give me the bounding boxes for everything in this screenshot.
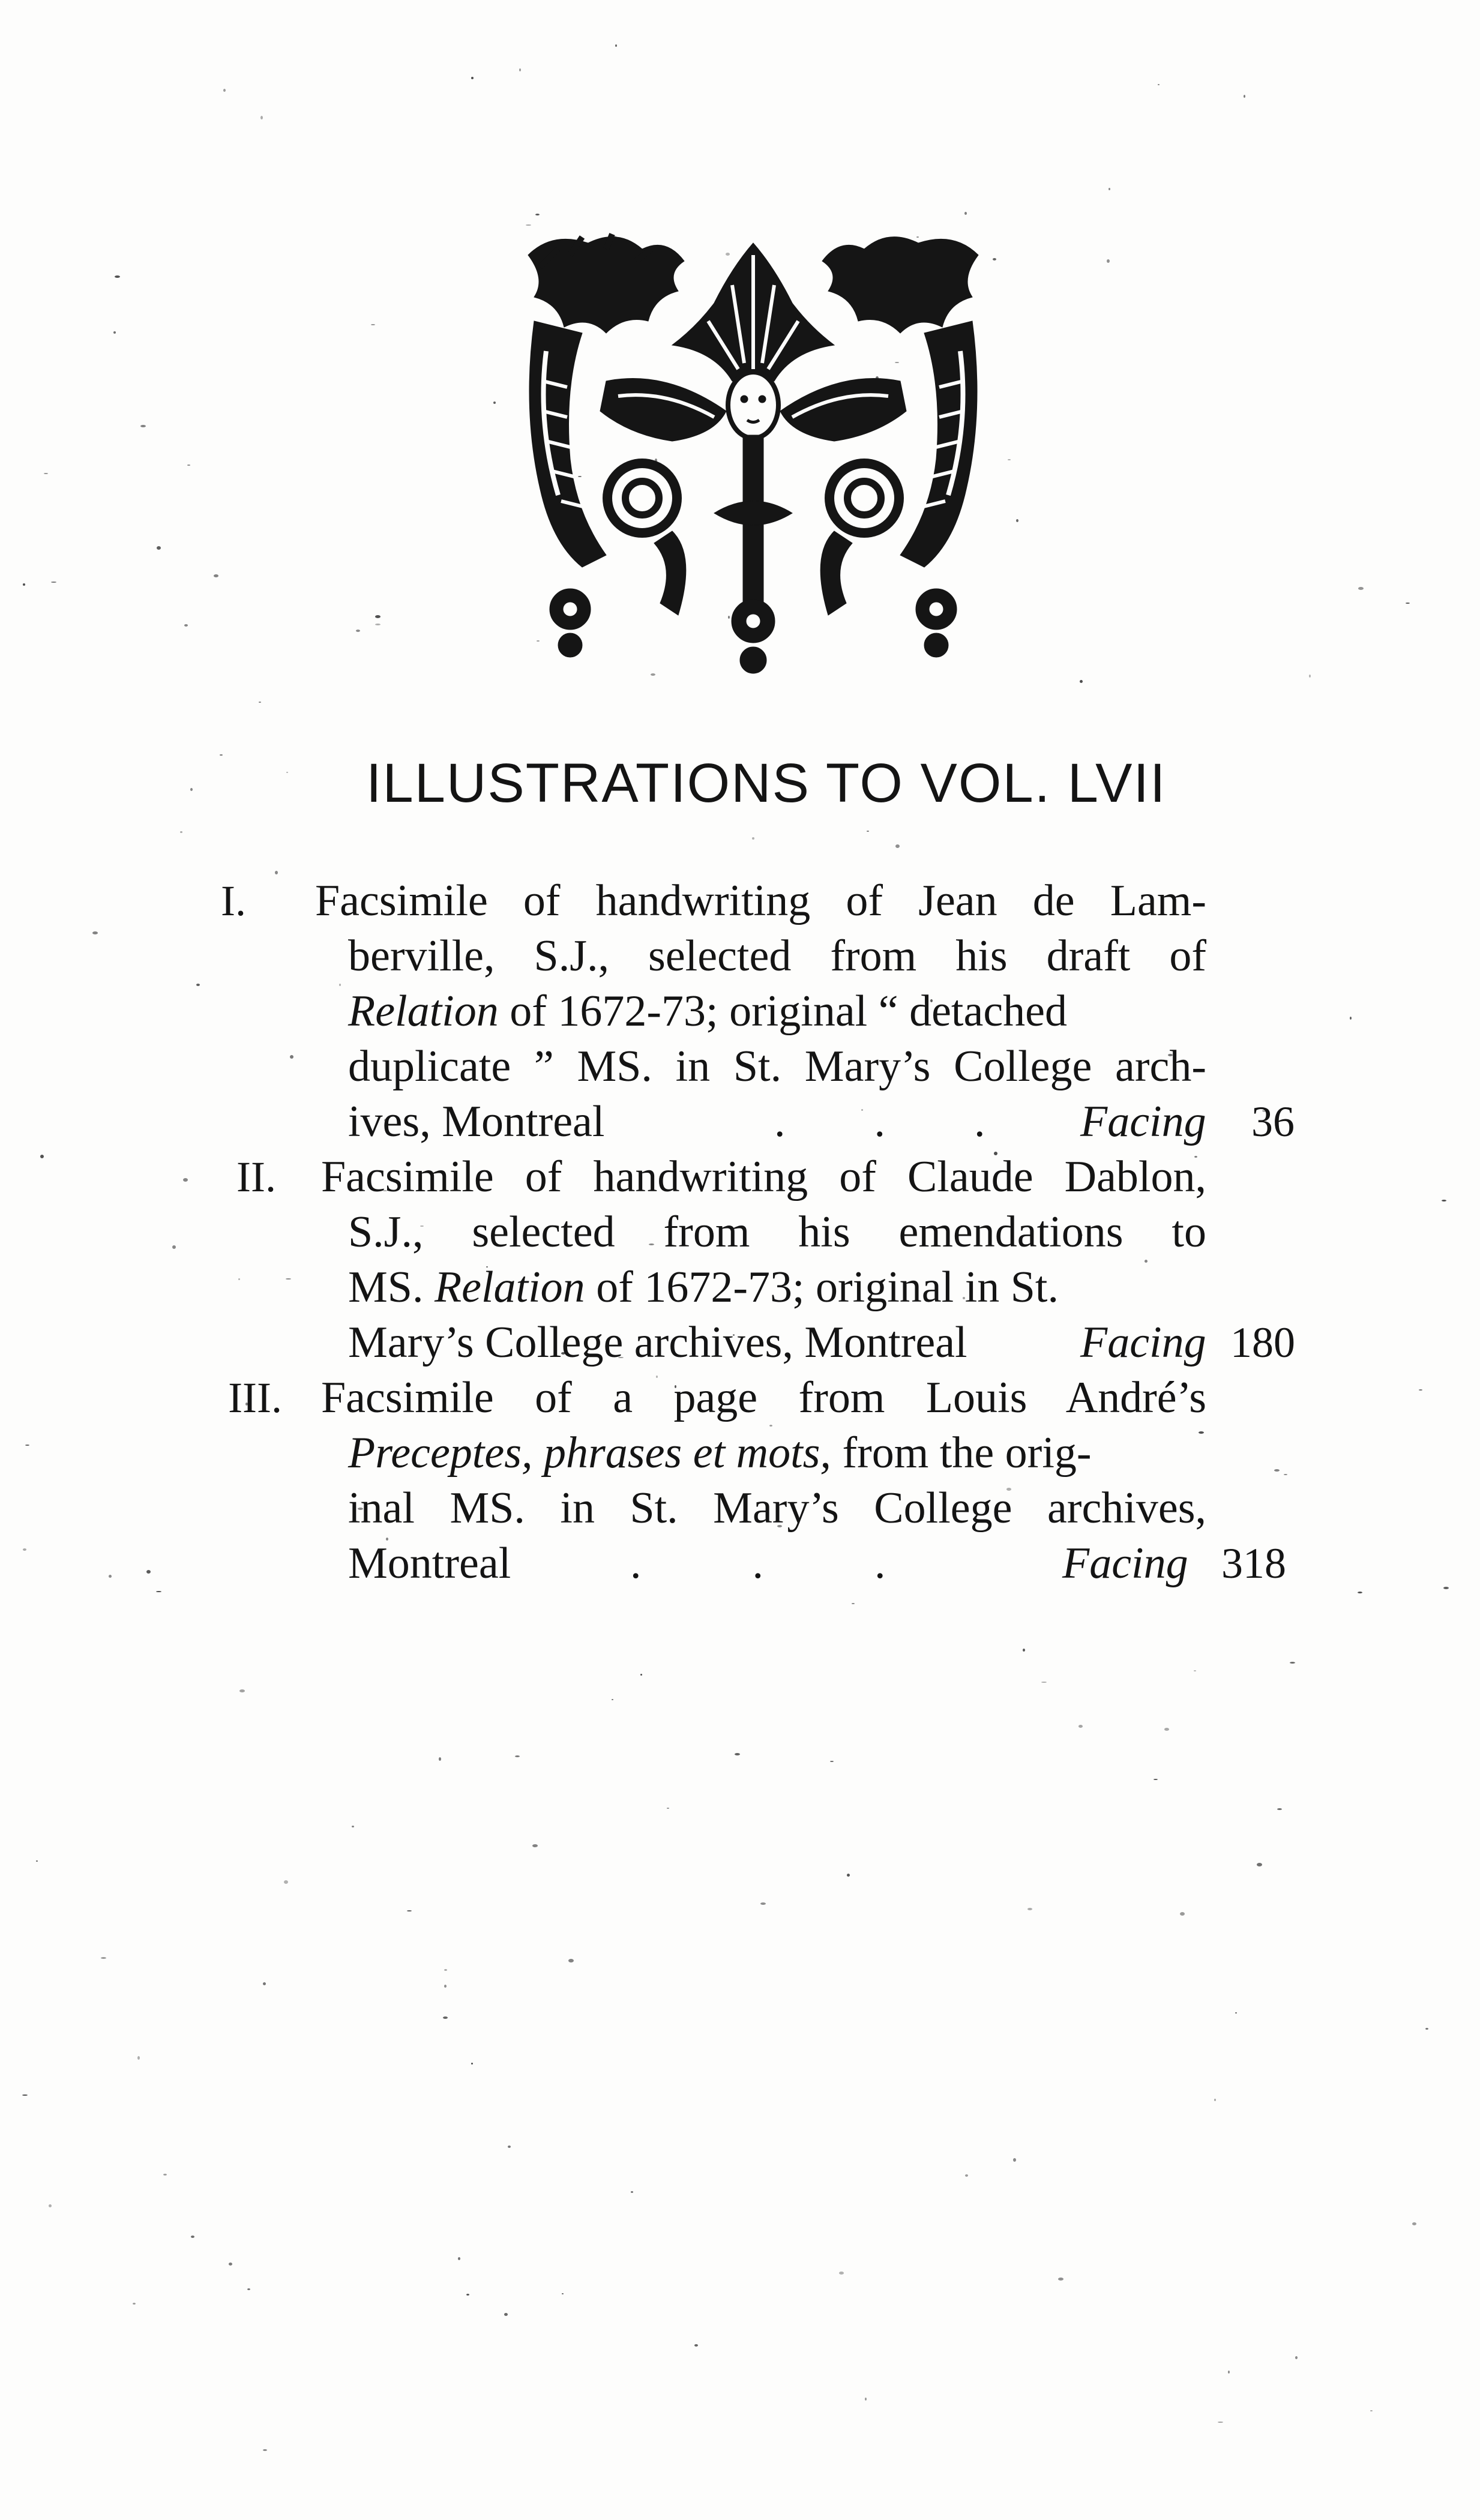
scan-speck: [965, 2174, 968, 2177]
scan-speck: [852, 1603, 855, 1604]
leader-dots: . . .: [630, 1539, 886, 1588]
scan-speck: [1228, 2371, 1230, 2374]
scan-speck: [263, 2449, 267, 2451]
scan-speck: [196, 984, 200, 986]
relation-title: Relation: [348, 987, 499, 1036]
page-number: 318: [1221, 1539, 1286, 1587]
scan-speck: [535, 214, 540, 215]
scan-speck: [466, 2294, 469, 2296]
relation-title: Relation: [434, 1263, 585, 1312]
scan-speck: [146, 1570, 151, 1574]
scan-speck: [375, 615, 381, 618]
scan-speck: [1058, 2278, 1063, 2281]
scan-speck: [184, 624, 188, 627]
scan-speck: [1419, 1389, 1422, 1391]
scan-speck: [286, 772, 288, 773]
scan-speck: [247, 2288, 250, 2290]
scan-speck: [1295, 2356, 1298, 2359]
scan-speck: [187, 465, 190, 466]
scan-speck: [1284, 1474, 1287, 1475]
scan-speck: [25, 1445, 29, 1446]
scan-speck: [263, 1982, 266, 1985]
scan-speck: [180, 831, 182, 833]
scan-speck: [444, 1985, 447, 1988]
scan-speck: [238, 1278, 240, 1280]
page-number: 180: [1230, 1319, 1295, 1367]
scan-speck: [735, 1753, 740, 1755]
page-title: ILLUSTRATIONS TO VOL. LVII: [366, 753, 1167, 814]
preceptes-title: Preceptes, phrases et mots,: [348, 1428, 831, 1478]
facing-label: Facing: [1062, 1539, 1188, 1588]
scan-speck: [1013, 2158, 1016, 2162]
entry-line-text: of 1672-73; original in St.: [596, 1263, 1059, 1312]
scan-speck: [1027, 1908, 1032, 1910]
scan-speck: [439, 1757, 441, 1761]
entry-numeral: III.: [228, 1374, 282, 1422]
entry-line: Facsimile of handwriting of Claude Dablon,: [321, 1152, 1206, 1201]
scan-speck: [526, 224, 531, 226]
entry-numeral: II.: [236, 1153, 276, 1201]
scan-speck: [562, 2293, 564, 2294]
entry-line-text: of 1672-73; original “ detached: [510, 987, 1068, 1036]
scan-speck: [356, 630, 360, 632]
entry-line: Facsimile of a page from Louis André’s: [321, 1373, 1206, 1422]
scan-speck: [631, 2191, 633, 2193]
scan-speck: [157, 546, 161, 550]
scan-speck: [615, 44, 617, 47]
scan-speck: [140, 425, 146, 427]
scan-speck: [1041, 1682, 1047, 1683]
scan-speck: [1412, 2222, 1416, 2225]
scan-speck: [339, 984, 341, 986]
scan-speck: [214, 574, 218, 577]
entry-line: berville, S.J., selected from his draft of: [348, 931, 1206, 981]
scan-speck: [515, 1755, 520, 1757]
scan-speck: [1080, 680, 1083, 683]
entry-line: Facsimile of handwriting of Jean de Lam-: [315, 876, 1206, 925]
scan-speck: [532, 1844, 538, 1847]
scan-speck: [229, 2263, 232, 2266]
scan-speck: [1277, 1808, 1282, 1810]
scan-speck: [22, 2094, 28, 2096]
facing-label: Facing: [1080, 1097, 1206, 1146]
scan-speck: [352, 1826, 354, 1827]
scan-speck: [1008, 459, 1011, 460]
scan-speck: [458, 2257, 460, 2260]
page-number: 36: [1251, 1098, 1295, 1146]
scan-speck: [1214, 2099, 1216, 2101]
scan-speck: [40, 1155, 44, 1158]
entry-line-text: from the orig-: [842, 1428, 1092, 1478]
scan-speck: [23, 583, 25, 586]
scan-speck: [1199, 1431, 1204, 1434]
scan-speck: [113, 331, 116, 334]
scan-speck: [290, 1055, 293, 1059]
scan-speck: [640, 1674, 642, 1676]
scan-speck: [993, 258, 996, 260]
scan-speck: [1235, 2012, 1237, 2013]
scan-speck: [1158, 84, 1160, 85]
scan-speck: [23, 1548, 26, 1551]
scan-speck: [504, 2313, 508, 2316]
scan-speck: [220, 754, 223, 756]
scan-speck: [612, 1699, 613, 1700]
scan-speck: [1358, 587, 1364, 590]
scan-speck: [1406, 603, 1410, 604]
entry-line: ives, Montreal: [348, 1097, 605, 1146]
scan-speck: [156, 1591, 161, 1592]
leader-dots: . . .: [774, 1097, 985, 1146]
scan-speck: [284, 1880, 288, 1884]
scan-speck: [49, 2204, 52, 2207]
floral-headpiece-ornament-icon: [516, 231, 990, 678]
entry-line: [348, 984, 1067, 1039]
entry-line: inal MS. in St. Mary’s College archives,: [348, 1484, 1206, 1533]
scan-speck: [867, 831, 869, 832]
scan-speck: [1180, 1912, 1185, 1916]
scan-speck: [694, 2344, 698, 2347]
entry-line: Montreal: [348, 1539, 511, 1588]
scan-speck: [493, 401, 496, 404]
scan-speck: [1145, 1260, 1148, 1263]
scan-speck: [51, 582, 56, 583]
scan-speck: [568, 1959, 574, 1962]
scan-speck: [1016, 519, 1018, 522]
scan-speck: [443, 2016, 448, 2019]
scan-speck: [375, 624, 381, 625]
scan-speck: [667, 1808, 669, 1809]
scan-speck: [1164, 1728, 1169, 1731]
scan-speck: [109, 1575, 112, 1578]
scan-speck: [1309, 675, 1311, 678]
scan-speck: [1107, 259, 1110, 263]
scan-speck: [259, 702, 261, 703]
scan-speck: [137, 2056, 140, 2060]
scan-speck: [1108, 188, 1110, 190]
scan-speck: [847, 1874, 850, 1877]
scan-speck: [1244, 95, 1245, 98]
scan-speck: [1194, 1670, 1196, 1671]
scan-speck: [1218, 2422, 1223, 2423]
scan-speck: [36, 1860, 38, 1862]
scan-speck: [752, 837, 754, 840]
scan-speck: [239, 1689, 245, 1692]
scan-speck: [444, 1969, 447, 1971]
scan-speck: [44, 473, 48, 474]
scan-speck: [1023, 1649, 1025, 1652]
entry-line: [348, 1260, 1059, 1315]
scan-speck: [839, 2272, 844, 2275]
scan-speck: [133, 2303, 136, 2305]
entry-line-text: MS.: [348, 1263, 424, 1312]
entry-line: duplicate ” MS. in St. Mary’s College arch-: [348, 1042, 1206, 1091]
scan-speck: [260, 116, 263, 119]
scan-speck: [371, 324, 375, 325]
scan-speck: [92, 931, 98, 934]
scan-speck: [508, 2146, 511, 2148]
scan-speck: [1358, 1592, 1362, 1593]
scan-speck: [1154, 1779, 1158, 1780]
scan-speck: [830, 1761, 834, 1762]
scan-speck: [1350, 1017, 1352, 1020]
scan-speck: [1290, 1662, 1295, 1664]
scan-speck: [1442, 1200, 1446, 1201]
scan-speck: [286, 1278, 291, 1280]
scan-speck: [101, 1957, 106, 1959]
scan-speck: [865, 2398, 867, 2401]
scan-speck: [1443, 1587, 1449, 1589]
scan-speck: [895, 844, 900, 848]
scan-speck: [471, 77, 474, 79]
scan-speck: [760, 1902, 766, 1905]
scan-speck: [223, 89, 226, 92]
scan-speck: [407, 1910, 412, 1911]
scan-speck: [163, 2174, 167, 2176]
scan-speck: [172, 1245, 176, 1249]
scan-speck: [964, 212, 967, 215]
scan-speck: [1274, 1469, 1280, 1472]
scan-speck: [471, 2063, 473, 2064]
entry-line: Mary’s College archives, Montreal: [348, 1318, 967, 1367]
scan-speck: [115, 275, 120, 278]
entry-numeral: I.: [221, 877, 246, 925]
scan-speck: [1425, 2028, 1428, 2030]
scan-speck: [190, 788, 193, 791]
scan-speck: [519, 68, 521, 71]
scan-speck: [1257, 1863, 1262, 1866]
scan-speck: [275, 871, 278, 874]
scan-speck: [1078, 1725, 1083, 1728]
facing-label: Facing: [1080, 1318, 1206, 1367]
entry-line: [348, 1425, 1092, 1481]
entry-line: S.J., selected from his emendations to: [348, 1207, 1206, 1257]
scan-speck: [1370, 2410, 1373, 2411]
scan-speck: [191, 2236, 194, 2238]
